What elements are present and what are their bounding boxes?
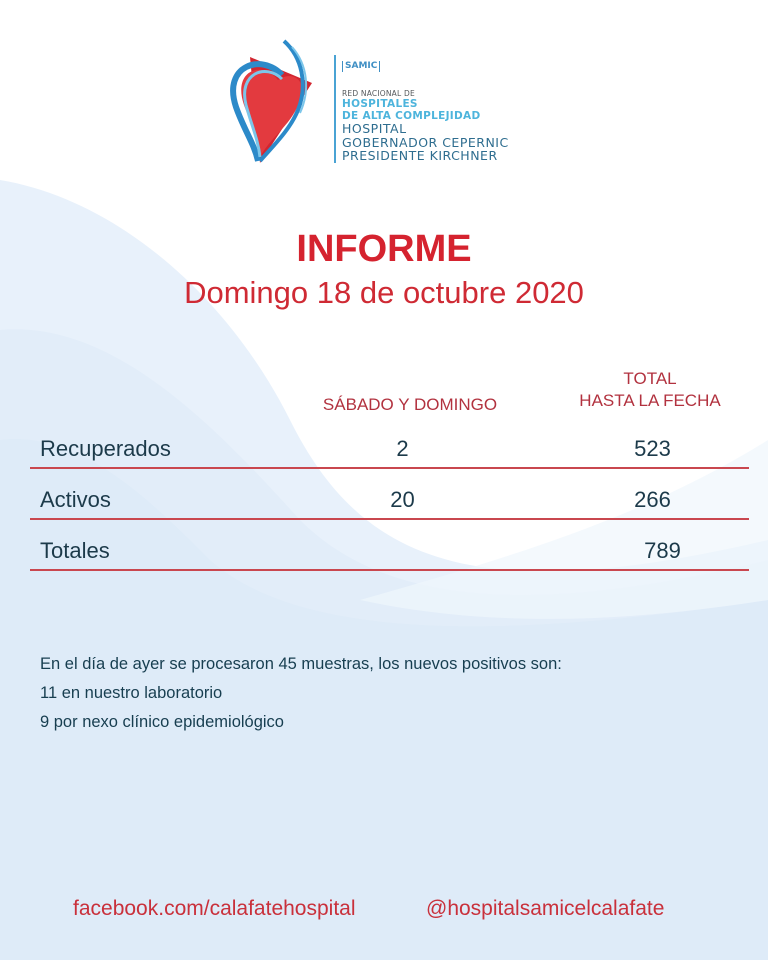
row-weekend-value: 20 [390, 487, 415, 512]
logo-line-hospital: HOSPITAL [342, 121, 407, 136]
column-header-total [560, 368, 740, 412]
column-header-weekend-label: SÁBADO Y DOMINGO [322, 395, 498, 414]
logo-line-gobernador: GOBERNADOR CEPERNIC [342, 134, 509, 150]
logo-line-red-nacional: RED NACIONAL DE [342, 89, 415, 98]
notes-line-laboratory: 11 en nuestro laboratorio [40, 684, 223, 702]
notes-line-samples: En el día de ayer se procesaron 45 muestras, los nuevos positivos son: [40, 655, 562, 673]
row-label: Activos [40, 487, 111, 512]
table-row-activos [30, 468, 749, 520]
column-header-total-line1: TOTAL [623, 369, 677, 388]
row-total-value: 266 [634, 487, 671, 512]
logo-line-hospitales: HOSPITALES [342, 98, 418, 110]
logo-line-presidente: PRESIDENTE KIRCHNER [342, 148, 498, 163]
column-header-total-line2: HASTA LA FECHA [579, 391, 721, 410]
logo-divider [334, 55, 336, 163]
row-label: Totales [40, 538, 110, 563]
samic-badge: SAMIC [342, 61, 380, 72]
report-date: Domingo 18 de octubre 2020 [184, 275, 584, 310]
notes-line-epidemiological: 9 por nexo clínico epidemiológico [40, 713, 284, 731]
facebook-link[interactable]: facebook.com/calafatehospital [73, 897, 356, 920]
row-label: Recuperados [40, 436, 171, 461]
row-total-value: 789 [644, 538, 681, 563]
page-title: INFORME [296, 228, 472, 270]
table-row-totales [30, 519, 749, 571]
logo-line-alta-complejidad: DE ALTA COMPLEJIDAD [342, 109, 481, 122]
notes [40, 650, 562, 737]
table-row-recuperados [30, 417, 749, 469]
row-weekend-value: 2 [396, 436, 409, 461]
column-header-weekend [300, 394, 520, 416]
instagram-handle-link[interactable]: @hospitalsamicelcalafate [426, 897, 665, 920]
logo-text [342, 53, 509, 163]
hospital-logo [222, 35, 552, 170]
heart-logo-icon [222, 35, 322, 165]
row-total-value: 523 [634, 436, 671, 461]
